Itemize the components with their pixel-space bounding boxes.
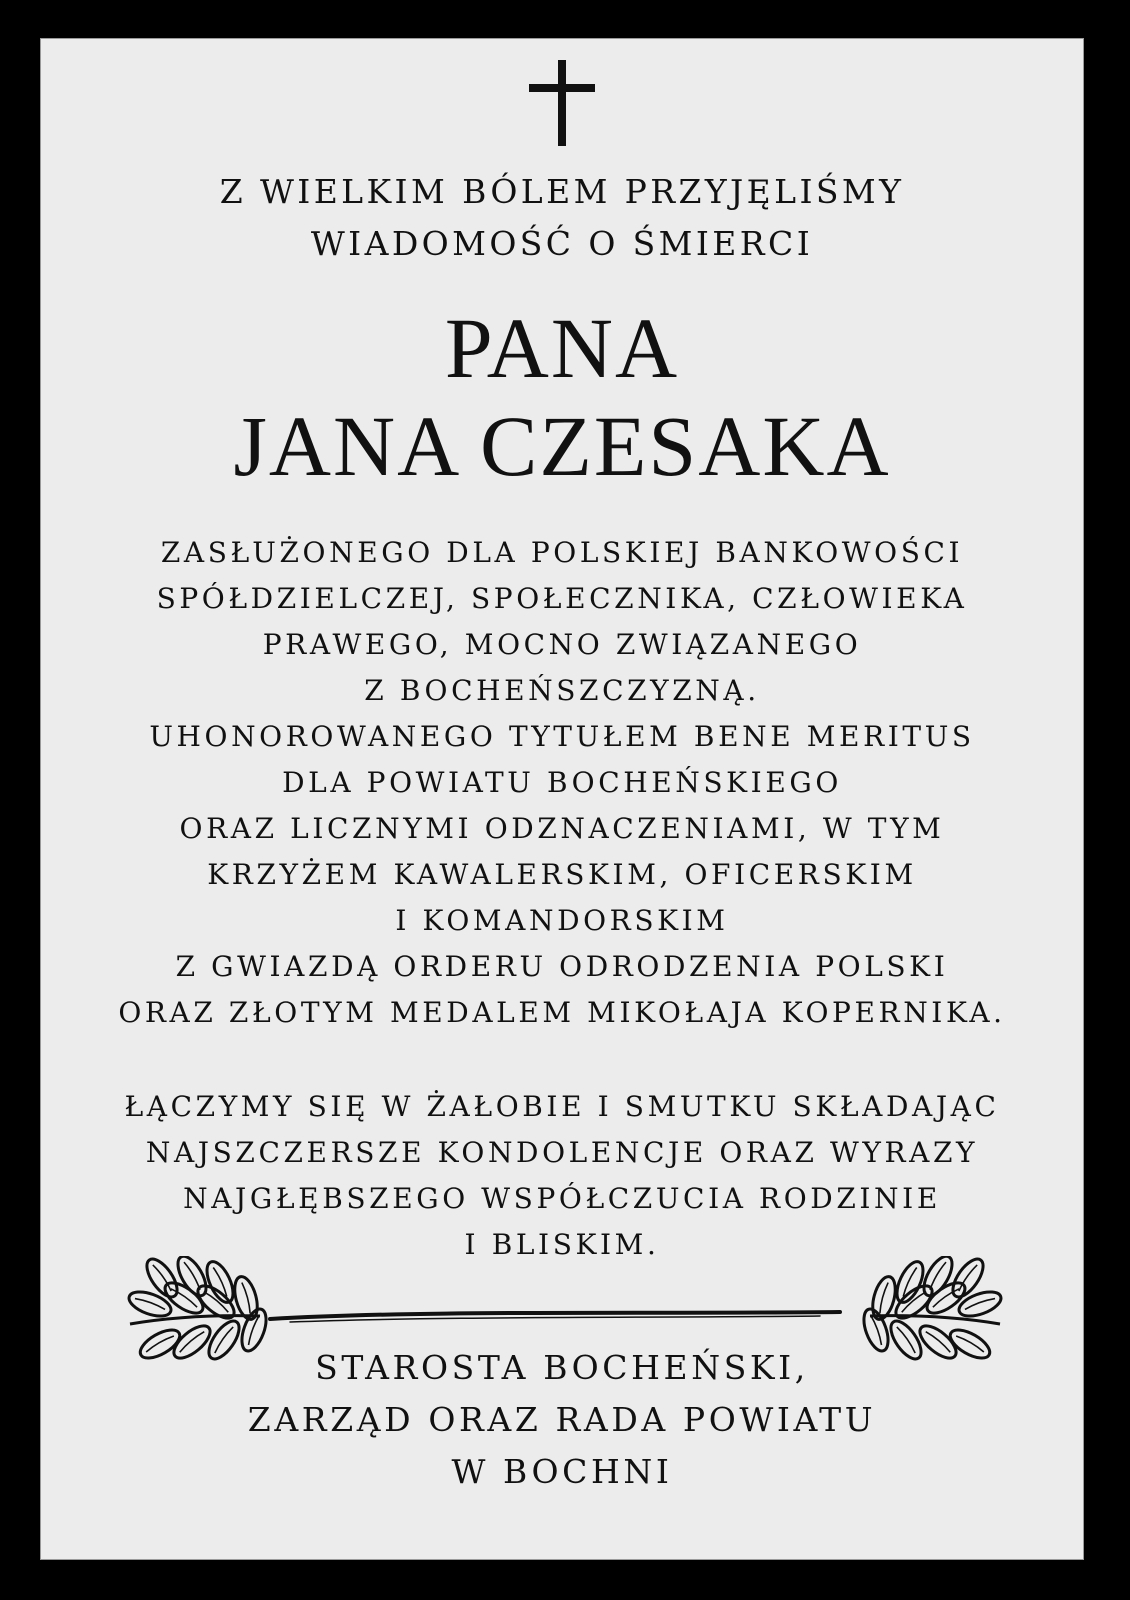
condolences-line-4: I BLISKIM. xyxy=(464,1228,660,1261)
signature-line-2: ZARZĄD ORAZ RADA POWIATU xyxy=(247,1400,877,1439)
merits-line-7: ORAZ LICZNYMI ODZNACZENIAMI, W TYM xyxy=(179,812,945,845)
merits-line-4: Z BOCHEŃSZCZYZNĄ. xyxy=(364,674,760,707)
merits-line-10: Z GWIAZDĄ ORDERU ODRODZENIA POLSKI xyxy=(175,950,949,983)
condolences-line-2: NAJSZCZERSZE KONDOLENCJE ORAZ WYRAZY xyxy=(145,1136,979,1169)
intro-line-1: Z WIELKIM BÓLEM PRZYJĘLIŚMY xyxy=(219,172,905,211)
signature-line-3: W BOCHNI xyxy=(451,1452,673,1491)
merits-line-2: SPÓŁDZIELCZEJ, SPOŁECZNIKA, CZŁOWIEKA xyxy=(156,582,968,615)
merits-line-8: KRZYŻEM KAWALERSKIM, OFICERSKIM xyxy=(207,858,917,891)
merits-line-9: I KOMANDORSKIM xyxy=(395,904,729,937)
name-title: PANA xyxy=(444,300,680,396)
deceased-name: JANA CZESAKA xyxy=(233,398,891,494)
cross-icon xyxy=(529,60,595,146)
merits-line-3: PRAWEGO, MOCNO ZWIĄZANEGO xyxy=(262,628,862,661)
merits-line-1: ZASŁUŻONEGO DLA POLSKIEJ BANKOWOŚCI xyxy=(160,536,964,569)
merits-line-11: ORAZ ZŁOTYM MEDALEM MIKOŁAJA KOPERNIKA. xyxy=(118,996,1006,1029)
intro-line-2: WIADOMOŚĆ O ŚMIERCI xyxy=(310,224,814,263)
merits-line-5: UHONOROWANEGO TYTUŁEM BENE MERITUS xyxy=(149,720,975,753)
signature-line-1: STAROSTA BOCHEŃSKI, xyxy=(315,1348,809,1387)
merits-line-6: DLA POWIATU BOCHEŃSKIEGO xyxy=(282,766,842,799)
condolences-line-3: NAJGŁĘBSZEGO WSPÓŁCZUCIA RODZINIE xyxy=(183,1182,941,1215)
condolences-line-1: ŁĄCZYMY SIĘ W ŻAŁOBIE I SMUTKU SKŁADAJĄC xyxy=(124,1090,1000,1123)
